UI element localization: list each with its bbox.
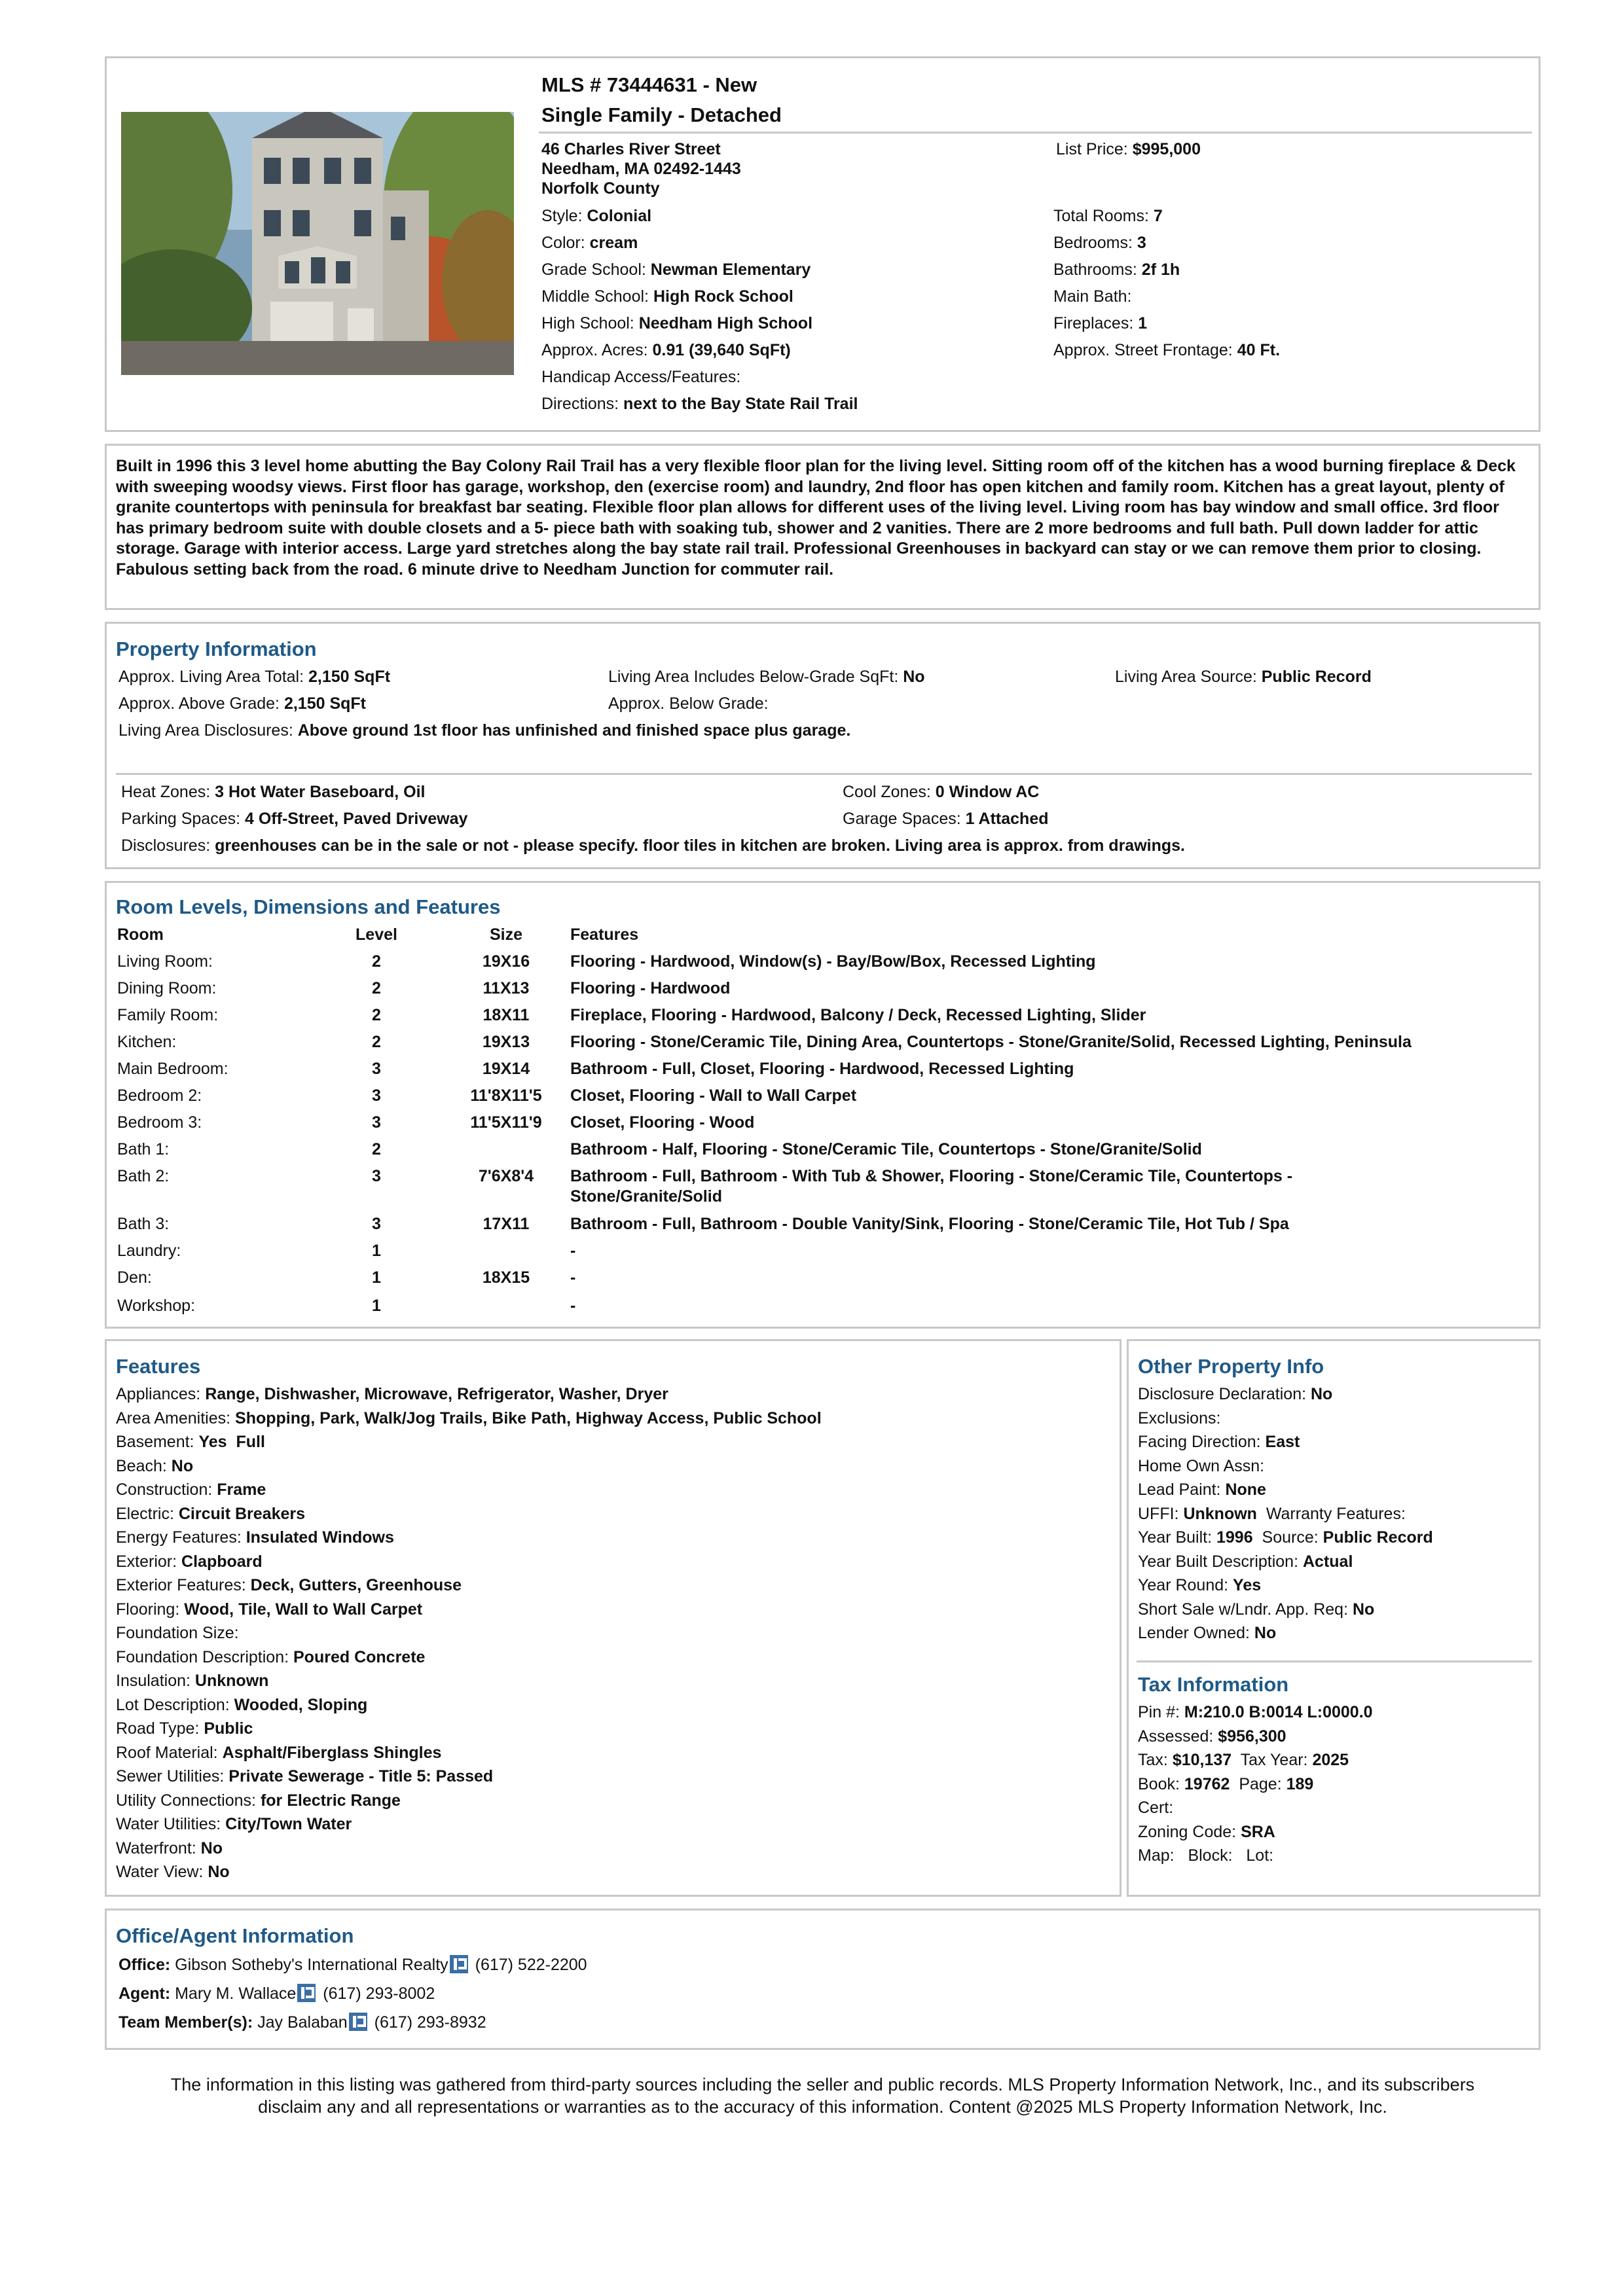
header-divider xyxy=(539,132,1532,134)
room-features: Closet, Flooring - Wall to Wall Carpet xyxy=(570,1086,857,1105)
cert: Cert: xyxy=(1138,1799,1174,1817)
room-name: Workshop: xyxy=(117,1297,196,1315)
column-header-size: Size xyxy=(489,925,523,944)
feature-item: Water View: No xyxy=(116,1863,230,1881)
county: Norfolk County xyxy=(541,179,660,198)
tax-year: Tax Year: xyxy=(1240,1751,1308,1769)
room-level: 2 xyxy=(372,979,381,997)
disclaimer-line-2: disclaim any and all representations or warranties as to the accuracy of this information. Content @2025 MLS Property Information Network, Inc. xyxy=(258,2097,1387,2117)
mls-number: MLS # 73444631 - New xyxy=(541,73,757,96)
warranty-features: Warranty Features: xyxy=(1266,1504,1406,1523)
exclusions: Exclusions: xyxy=(1138,1408,1221,1427)
cool-zones: Cool Zones: 0 Window AC xyxy=(843,783,1040,801)
office-phone[interactable]: (617) 522-2200 xyxy=(475,1956,587,1974)
total-rooms-field: Total Rooms: 7 xyxy=(1053,207,1163,225)
facing-direction: Facing Direction: East xyxy=(1138,1433,1300,1451)
living-area-total: Approx. Living Area Total: 2,150 SqFt xyxy=(119,668,391,686)
room-name: Kitchen: xyxy=(117,1033,177,1051)
list-price: List Price: $995,000 xyxy=(1056,140,1201,158)
section-title: Room Levels, Dimensions and Features xyxy=(116,895,501,918)
feature-item: Utility Connections: for Electric Range xyxy=(116,1791,401,1810)
room-size: 17X11 xyxy=(483,1215,530,1233)
lead-paint: Lead Paint: None xyxy=(1138,1480,1266,1499)
room-level: 2 xyxy=(372,952,381,971)
directions-field: Directions: next to the Bay State Rail Trail xyxy=(541,395,858,413)
listing-header xyxy=(105,56,1541,432)
room-name: Bath 2: xyxy=(117,1167,170,1185)
room-level: 3 xyxy=(372,1215,381,1233)
map-block-lot: Map: Block: Lot: xyxy=(1138,1846,1274,1865)
column-header-room: Room xyxy=(117,925,164,944)
room-features: Flooring - Hardwood, Window(s) - Bay/Bow/Box, Recessed Lighting xyxy=(570,952,1096,971)
parking-spaces: Parking Spaces: 4 Off-Street, Paved Driveway xyxy=(121,810,468,828)
feature-item: Exterior Features: Deck, Gutters, Greenhouse xyxy=(116,1576,462,1594)
feature-item: Flooring: Wood, Tile, Wall to Wall Carpet xyxy=(116,1600,423,1619)
team-member-phone[interactable]: (617) 293-8932 xyxy=(374,2013,486,2032)
main-bath-field: Main Bath: xyxy=(1053,287,1132,306)
room-features: Fireplace, Flooring - Hardwood, Balcony / Deck, Recessed Lighting, Slider xyxy=(570,1006,1146,1024)
room-level: 2 xyxy=(372,1033,381,1051)
feature-item: Construction: Frame xyxy=(116,1480,266,1499)
lender-owned: Lender Owned: No xyxy=(1138,1624,1277,1642)
garage-spaces: Garage Spaces: 1 Attached xyxy=(843,810,1049,828)
house-photo-image xyxy=(121,112,514,375)
room-size: 7'6X8'4 xyxy=(478,1167,534,1185)
feature-item: Electric: Circuit Breakers xyxy=(116,1504,306,1523)
room-level: 3 xyxy=(372,1167,381,1185)
section-title: Property Information xyxy=(116,637,317,660)
feature-item: Foundation Description: Poured Concrete xyxy=(116,1647,426,1666)
living-area-disclosures: Living Area Disclosures: Above ground 1st floor has unfinished and finished space plus garage. xyxy=(119,721,851,740)
feature-item: Lot Description: Wooded, Sloping xyxy=(116,1695,368,1714)
tax-section-title: Tax Information xyxy=(1138,1673,1289,1696)
room-level: 2 xyxy=(372,1140,381,1158)
feature-item: Roof Material: Asphalt/Fiberglass Shingles xyxy=(116,1743,442,1762)
disclosure-declaration: Disclosure Declaration: No xyxy=(1138,1385,1333,1403)
feature-item: Beach: No xyxy=(116,1456,194,1475)
section-divider xyxy=(116,773,1532,775)
heat-zones: Heat Zones: 3 Hot Water Baseboard, Oil xyxy=(121,783,426,801)
grade-school-field: Grade School: Newman Elementary xyxy=(541,260,811,279)
office-agent-section xyxy=(105,1909,1541,2050)
feature-item: Foundation Size: xyxy=(116,1624,239,1642)
room-features: Flooring - Stone/Ceramic Tile, Dining Area, Countertops - Stone/Granite/Solid, Recessed Lighting, Peninsula xyxy=(570,1033,1412,1051)
feature-item: Waterfront: No xyxy=(116,1839,223,1857)
fireplaces-field: Fireplaces: 1 xyxy=(1053,314,1148,332)
column-header-features: Features xyxy=(570,925,639,944)
room-name: Living Room: xyxy=(117,952,213,971)
room-level: 3 xyxy=(372,1113,381,1132)
realtor-icon[interactable] xyxy=(450,1955,468,1973)
room-levels-section xyxy=(105,881,1541,1329)
room-features: Bathroom - Full, Bathroom - Double Vanity/Sink, Flooring - Stone/Ceramic Tile, Hot Tub / Spa xyxy=(570,1215,1289,1233)
room-size: 19X13 xyxy=(482,1033,530,1051)
street-address: 46 Charles River Street xyxy=(541,140,721,158)
features-section xyxy=(105,1339,1122,1897)
section-title: Office/Agent Information xyxy=(116,1924,354,1947)
room-size: 11X13 xyxy=(483,979,530,997)
bathrooms-field: Bathrooms: 2f 1h xyxy=(1053,260,1180,279)
feature-item: Basement: Yes Full xyxy=(116,1433,265,1451)
feature-item: Area Amenities: Shopping, Park, Walk/Jog Trails, Bike Path, Highway Access, Public School xyxy=(116,1408,822,1427)
disclaimer-line-1: The information in this listing was gathered from third-party sources including the seller and public records. MLS Property Information Network, Inc., and its subscribers xyxy=(170,2075,1475,2094)
room-size: 19X14 xyxy=(482,1060,530,1078)
agent-row: Agent: Mary M. Wallace (617) 293-8002 xyxy=(119,1984,435,2003)
above-grade: Approx. Above Grade: 2,150 SqFt xyxy=(119,694,366,713)
zoning-code: Zoning Code: SRA xyxy=(1138,1822,1275,1841)
property-photo xyxy=(121,112,514,375)
room-features: Bathroom - Full, Bathroom - With Tub & Shower, Flooring - Stone/Ceramic Tile, Countertops - Stone/Granite/Solid xyxy=(570,1167,1293,1206)
below-grade: Approx. Below Grade: xyxy=(608,694,769,713)
room-level: 1 xyxy=(372,1297,381,1315)
room-name: Family Room: xyxy=(117,1006,219,1024)
room-level: 1 xyxy=(372,1268,381,1287)
room-level: 3 xyxy=(372,1086,381,1105)
section-title: Other Property Info xyxy=(1138,1355,1324,1378)
office-name[interactable]: Gibson Sotheby's International Realty xyxy=(175,1956,448,1974)
room-level: 3 xyxy=(372,1060,381,1078)
agent-phone[interactable]: (617) 293-8002 xyxy=(323,1984,435,2003)
room-features: Bathroom - Half, Flooring - Stone/Ceramic Tile, Countertops - Stone/Granite/Solid xyxy=(570,1140,1202,1158)
list-price-value: $995,000 xyxy=(1132,140,1201,158)
feature-item: Road Type: Public xyxy=(116,1719,253,1738)
feature-item: Insulation: Unknown xyxy=(116,1672,269,1690)
style-field: Style: Colonial xyxy=(541,207,652,225)
room-size: 11'5X11'9 xyxy=(470,1113,542,1132)
room-level: 1 xyxy=(372,1242,381,1260)
room-name: Bath 3: xyxy=(117,1215,170,1233)
section-title: Features xyxy=(116,1355,201,1378)
book-page: Book: 19762 Page: 189 xyxy=(1138,1774,1314,1793)
room-name: Bedroom 3: xyxy=(117,1113,202,1132)
uffi: UFFI: Unknown Warranty Features: xyxy=(1138,1504,1406,1523)
assessed-value: Assessed: $956,300 xyxy=(1138,1727,1286,1746)
room-name: Den: xyxy=(117,1268,152,1287)
feature-item: Energy Features: Insulated Windows xyxy=(116,1528,394,1547)
room-name: Bath 1: xyxy=(117,1140,170,1158)
feature-item: Appliances: Range, Dishwasher, Microwave, Refrigerator, Washer, Dryer xyxy=(116,1385,668,1403)
address-block xyxy=(541,139,741,198)
room-features: Closet, Flooring - Wood xyxy=(570,1113,755,1132)
home-own-assn: Home Own Assn: xyxy=(1138,1456,1265,1475)
feature-item: Sewer Utilities: Private Sewerage - Title 5: Passed xyxy=(116,1767,494,1785)
team-member-name[interactable]: Jay Balaban xyxy=(257,2013,348,2032)
disclaimer xyxy=(105,2073,1541,2118)
bedrooms-field: Bedrooms: 3 xyxy=(1053,234,1146,252)
realtor-icon[interactable] xyxy=(349,2013,367,2031)
realtor-icon[interactable] xyxy=(297,1984,316,2002)
includes-below-grade: Living Area Includes Below-Grade SqFt: No xyxy=(608,668,925,686)
remarks-text: Built in 1996 this 3 level home abutting the Bay Colony Rail Trail has a very flexible floor plan for the living level. Sitting room off of the kitchen has a wood burning fireplace & Deck with sweeping woodsy views. First floor has garage, workshop, den (exercise room) and laundry, 2nd floor has open kitchen and family room. Kitchen has a great layout, plenty of granite countertops with peninsula for breakfast bar seating. Flexible floor plan allows for different uses of the living level. Living room has bay window and small office. 3rd floor has primary bedroom suite with double closets and a 5- piece bath with soaking tub, shower and 2 vanities. There are 2 more bedrooms and full bath. Pull down ladder for attic storage. Garage with interior access. Large yard stretches along the bay state rail trail. Professional Greenhouses in backyard can stay or we can remove them prior to closing. Fabulous setting back from the road. 6 minute drive to Needham Junction for commuter rail. xyxy=(116,457,1516,579)
disclosures: Disclosures: greenhouses can be in the sale or not - please specify. floor tiles in kitchen are broken. Living area is approx. from drawings. xyxy=(121,836,1185,855)
handicap-field: Handicap Access/Features: xyxy=(541,368,741,386)
color-field: Color: cream xyxy=(541,234,638,252)
room-size: 11'8X11'5 xyxy=(470,1086,542,1105)
room-features: Bathroom - Full, Closet, Flooring - Hardwood, Recessed Lighting xyxy=(570,1060,1074,1078)
tax-amount: Tax: $10,137 Tax Year: 2025 xyxy=(1138,1751,1349,1769)
living-area-source: Living Area Source: Public Record xyxy=(1115,668,1372,686)
room-features: - xyxy=(570,1242,576,1260)
room-size: 18X15 xyxy=(482,1268,530,1287)
feature-item: Water Utilities: City/Town Water xyxy=(116,1815,352,1833)
property-type: Single Family - Detached xyxy=(541,103,782,126)
high-school-field: High School: Needham High School xyxy=(541,314,813,332)
section-divider xyxy=(1137,1660,1532,1662)
room-name: Dining Room: xyxy=(117,979,217,997)
room-size: 19X16 xyxy=(482,952,530,971)
room-level: 2 xyxy=(372,1006,381,1024)
year-built-source: Source: xyxy=(1262,1528,1319,1547)
office-row: Office: Gibson Sotheby's International Realty (617) 522-2200 xyxy=(119,1956,587,1974)
year-built-description: Year Built Description: Actual xyxy=(1138,1552,1353,1571)
year-round: Year Round: Yes xyxy=(1138,1576,1262,1594)
pin-number: Pin #: M:210.0 B:0014 L:0000.0 xyxy=(1138,1703,1373,1721)
year-built: Year Built: 1996 Source: Public Record xyxy=(1138,1528,1433,1547)
city-state-zip: Needham, MA 02492-1443 xyxy=(541,160,741,178)
column-header-level: Level xyxy=(356,925,397,944)
middle-school-field: Middle School: High Rock School xyxy=(541,287,793,306)
acres-field: Approx. Acres: 0.91 (39,640 SqFt) xyxy=(541,341,791,359)
remarks xyxy=(105,444,1541,610)
room-features: - xyxy=(570,1297,576,1315)
room-features: - xyxy=(570,1268,576,1287)
team-member-row: Team Member(s): Jay Balaban (617) 293-8932 xyxy=(119,2013,486,2032)
other-property-info-section xyxy=(1127,1339,1541,1897)
agent-name[interactable]: Mary M. Wallace xyxy=(175,1984,297,2003)
room-size: 18X11 xyxy=(483,1006,530,1024)
room-name: Laundry: xyxy=(117,1242,181,1260)
feature-item: Exterior: Clapboard xyxy=(116,1552,263,1571)
room-name: Bedroom 2: xyxy=(117,1086,202,1105)
room-features: Flooring - Hardwood xyxy=(570,979,731,997)
room-name: Main Bedroom: xyxy=(117,1060,228,1078)
short-sale: Short Sale w/Lndr. App. Req: No xyxy=(1138,1600,1375,1619)
street-frontage-field: Approx. Street Frontage: 40 Ft. xyxy=(1053,341,1281,359)
property-information-section xyxy=(105,622,1541,869)
